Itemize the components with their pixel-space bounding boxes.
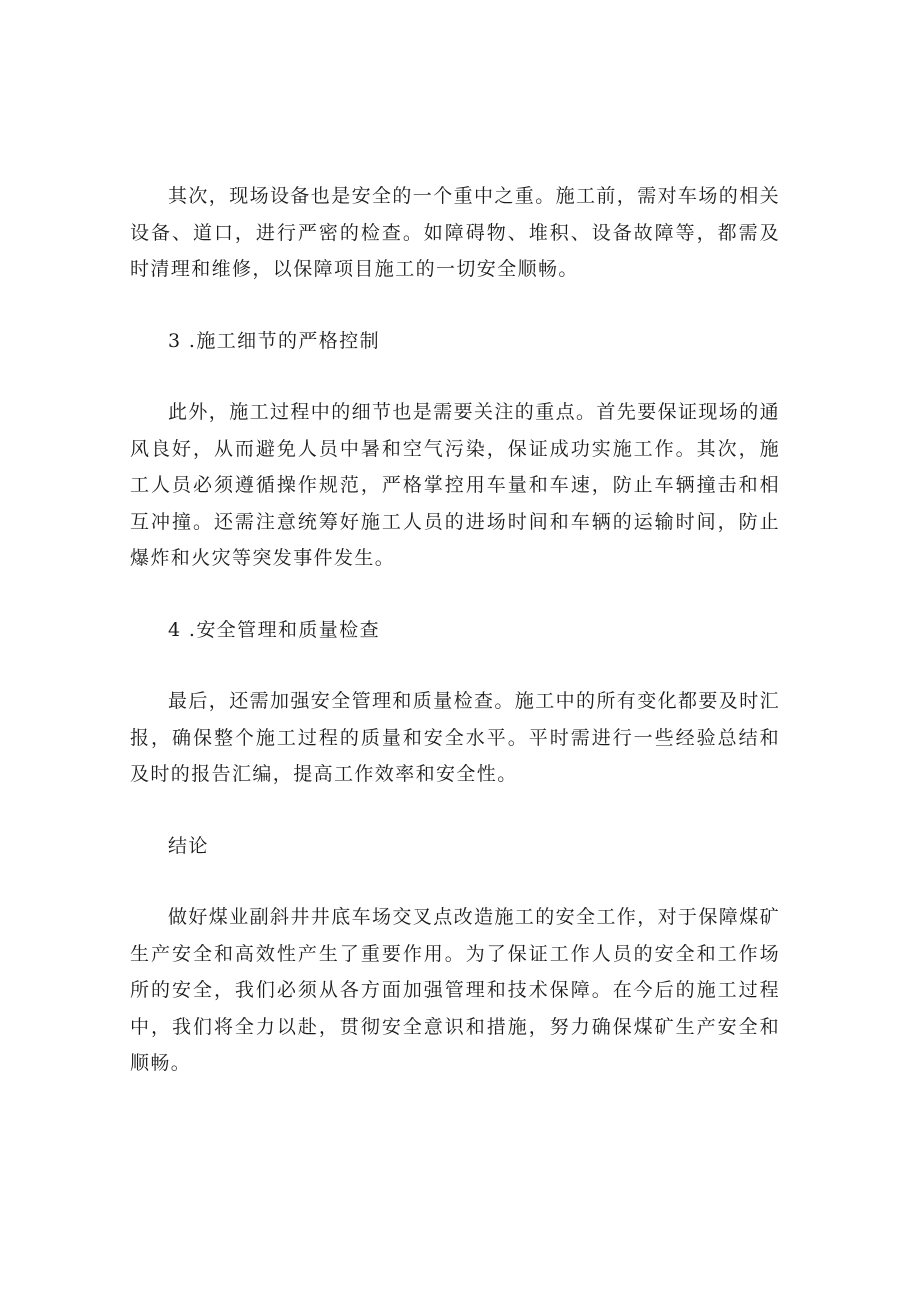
paragraph-spacer xyxy=(130,359,780,394)
section-heading-3: 3 .施工细节的严格控制 xyxy=(168,329,380,352)
paragraph-equipment-safety: 其次，现场设备也是安全的一个重中之重。施工前，需对车场的相关设备、道口，进行严密的检查。如障碍物、堆积、设备故障等，都需及时清理和维修，以保障项目施工的一切安全顺畅。 xyxy=(130,185,781,280)
paragraph-conclusion: 做好煤业副斜井井底车场交叉点改造施工的安全工作，对于保障煤矿生产安全和高效性产生了重要作用。为了保证工作人员的安全和工作场所的安全，我们必须从各方面加强管理和技术保障。在今后的施工过程中，我们将全力以赴，贯彻安全意识和措施，努力确保煤矿生产安全和顺畅。 xyxy=(130,906,781,1074)
conclusion-heading: 结论 xyxy=(168,834,209,857)
document-body xyxy=(130,178,780,1082)
paragraph-spacer xyxy=(130,648,780,683)
paragraph-spacer xyxy=(130,577,780,612)
paragraph-spacer xyxy=(130,288,780,323)
paragraph-spacer xyxy=(130,793,780,828)
paragraph-construction-details: 此外，施工过程中的细节也是需要关注的重点。首先要保证现场的通风良好，从而避免人员中暑和空气污染，保证成功实施工作。其次，施工人员必须遵循操作规范，严格掌控用车量和车速，防止车辆撞击和相互冲撞。还需注意统筹好施工人员的进场时间和车辆的运输时间，防止爆炸和火灾等突发事件发生。 xyxy=(130,401,781,569)
paragraph-quality-inspection: 最后，还需加强安全管理和质量检查。施工中的所有变化都要及时汇报，确保整个施工过程的质量和安全水平。平时需进行一些经验总结和及时的报告汇编，提高工作效率和安全性。 xyxy=(130,690,781,785)
paragraph-spacer xyxy=(130,864,780,899)
section-heading-4: 4 .安全管理和质量检查 xyxy=(168,618,380,641)
